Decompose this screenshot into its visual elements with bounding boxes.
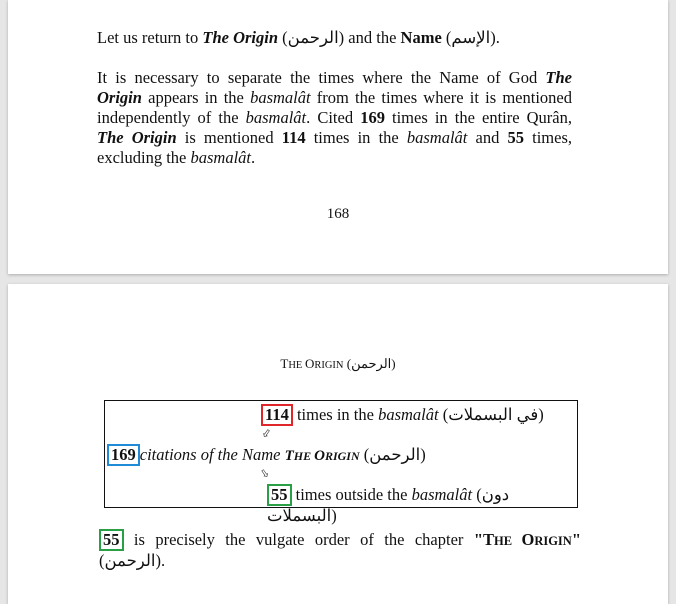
row-origin-letter: T <box>284 448 294 464</box>
chapter-title: RIGIN <box>534 534 572 548</box>
conclusion-arabic: (الرحمن). <box>99 551 166 570</box>
diagram-row-114 <box>261 404 544 426</box>
body-paragraph <box>97 68 572 168</box>
number-box-169: 169 <box>107 444 140 466</box>
para-origin: The Origin <box>97 68 572 107</box>
intro-arabic-2: (الإسم). <box>441 28 500 47</box>
arrow-icon: ⇩ <box>258 466 273 482</box>
number-box-55: 55 <box>99 529 124 551</box>
para-text: . <box>251 148 256 167</box>
para-text: from the times where it is mentioned independently of the <box>97 88 572 127</box>
conclusion-paragraph <box>99 529 581 571</box>
para-basmalat: basmalât <box>190 148 251 167</box>
row-text: times in the <box>292 405 379 424</box>
conclusion-text: is precisely the vulgate order of the chapter <box>123 530 474 549</box>
para-number: 114 <box>281 128 306 147</box>
para-text: times, excluding the <box>97 128 573 167</box>
row-arabic: (في البسملات) <box>438 405 544 424</box>
heading-letters: RIGIN <box>314 360 344 371</box>
intro-arabic-1: (الرحمن) and the <box>278 28 401 47</box>
heading-letter: T <box>280 356 289 371</box>
para-text: is mentioned <box>176 128 282 147</box>
row-text: times outside the <box>291 485 412 504</box>
para-text: . Cited <box>306 108 361 127</box>
para-text: appears in the <box>141 88 251 107</box>
row-basmalat: basmalât <box>378 405 439 424</box>
row-text: citations of the Name <box>139 445 285 464</box>
chapter-title: HE <box>493 534 522 548</box>
intro-line <box>97 28 500 48</box>
diagram-row-169 <box>107 444 426 466</box>
para-number: 55 <box>507 128 524 147</box>
para-text: It is necessary to separate the times where the Name of God <box>97 68 546 87</box>
citation-diagram <box>104 400 578 525</box>
number-box-114: 114 <box>261 404 293 426</box>
document-page-168 <box>8 0 668 274</box>
row-arabic: (الرحمن) <box>359 445 426 464</box>
heading-letters: HE <box>288 360 305 371</box>
row-arabic: (دون البسملات) <box>267 485 510 525</box>
para-text: times in the <box>305 128 407 147</box>
section-heading <box>8 356 668 372</box>
para-number: 169 <box>360 108 385 127</box>
para-text: and <box>467 128 508 147</box>
chapter-title: " <box>571 530 581 549</box>
document-page-169 <box>8 284 668 604</box>
chapter-title: O <box>521 530 535 549</box>
para-basmalat: basmalât <box>406 128 468 147</box>
intro-origin: The Origin <box>202 28 279 47</box>
intro-before: Let us return to <box>97 28 203 47</box>
page-number: 168 <box>326 206 350 222</box>
chapter-title: "T <box>473 530 494 549</box>
row-origin-letters: RIGIN <box>324 449 360 463</box>
arrow-icon: ⇩ <box>258 426 274 442</box>
para-text: times in the entire Qurân, <box>384 108 572 127</box>
intro-name: Name <box>400 28 442 47</box>
number-box-55: 55 <box>267 484 292 506</box>
para-basmalat: basmalât <box>250 88 311 107</box>
heading-arabic: (الرحمن) <box>343 356 396 371</box>
row-origin-letter: O <box>314 448 325 464</box>
row-basmalat: basmalât <box>411 485 473 504</box>
para-basmalat: basmalât <box>245 108 307 127</box>
para-origin: The Origin <box>97 128 177 147</box>
diagram-row-55 <box>267 484 577 526</box>
row-origin-letters: HE <box>293 449 315 463</box>
heading-letter: O <box>304 356 315 371</box>
